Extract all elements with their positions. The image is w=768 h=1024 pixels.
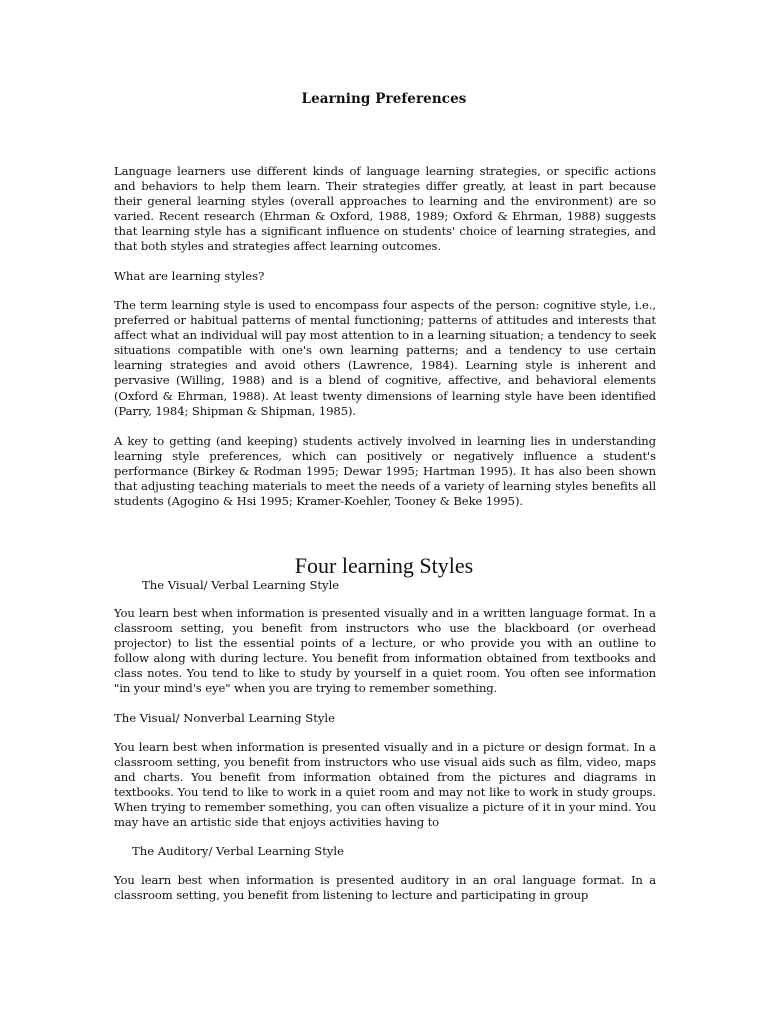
- auditory-verbal-paragraph: You learn best when information is presented auditory in an oral language format. In a classroom setting, you benefit from listening to lecture and participating in group: [114, 873, 656, 903]
- visual-verbal-heading: The Visual/ Verbal Learning Style: [142, 578, 340, 592]
- visual-verbal-paragraph: You learn best when information is presented visually and in a written language format. In a classroom setting, you benefit from instructors who use the blackboard (or overhead projector) to list the essential points of a lecture, or who provide you with an outline to follow along with during lecture. You benefit from information obtained from textbooks and class notes. You tend to like to study by yourself in a quiet room. You often see information "in your mind's eye" when you are trying to remember something.: [114, 606, 656, 696]
- learning-styles-question: What are learning styles?: [114, 269, 265, 283]
- visual-nonverbal-paragraph: You learn best when information is presented visually and in a picture or design format. In a classroom setting, you benefit from instructors who use visual aids such as film, video, maps and charts. You benefit from information obtained from the pictures and diagrams in textbooks. You tend to like to work in a quiet room and may not like to work in study groups. When trying to remember something, you can often visualize a picture of it in your mind. You may have an artistic side that enjoys activities having to: [114, 740, 656, 830]
- auditory-verbal-heading: The Auditory/ Verbal Learning Style: [132, 844, 344, 858]
- section-heading: Four learning Styles: [294, 553, 474, 578]
- document-title: Learning Preferences: [301, 91, 467, 107]
- definition-paragraph: The term learning style is used to encompass four aspects of the person: cognitive style, i.e., preferred or habitual patterns of mental functioning; patterns of attitudes and interests that affect what an individual will pay most attention to in a learning situation; a tendency to seek situations compatible with one's own learning patterns; and a tendency to use certain learning strategies and avoid others (Lawrence, 1984). Learning style is inherent and pervasive (Willing, 1988) and is a blend of cognitive, affective, and behavioral elements (Oxford & Ehrman, 1988). At least twenty dimensions of learning style have been identified (Parry, 1984; Shipman & Shipman, 1985).: [114, 298, 656, 418]
- visual-nonverbal-heading: The Visual/ Nonverbal Learning Style: [114, 711, 336, 725]
- intro-paragraph: Language learners use different kinds of language learning strategies, or specific actions and behaviors to help them learn. Their strategies differ greatly, at least in part because their general learning styles (overall approaches to learning and the environment) are so varied. Recent research (Ehrman & Oxford, 1988, 1989; Oxford & Ehrman, 1988) suggests that learning style has a significant influence on students' choice of learning strategies, and that both styles and strategies affect learning outcomes.: [114, 164, 656, 254]
- key-paragraph: A key to getting (and keeping) students actively involved in learning lies in understanding learning style preferences, which can positively or negatively influence a student's performance (Birkey & Rodman 1995; Dewar 1995; Hartman 1995). It has also been shown that adjusting teaching materials to meet the needs of a variety of learning styles benefits all students (Agogino & Hsi 1995; Kramer-Koehler, Tooney & Beke 1995).: [114, 434, 656, 509]
